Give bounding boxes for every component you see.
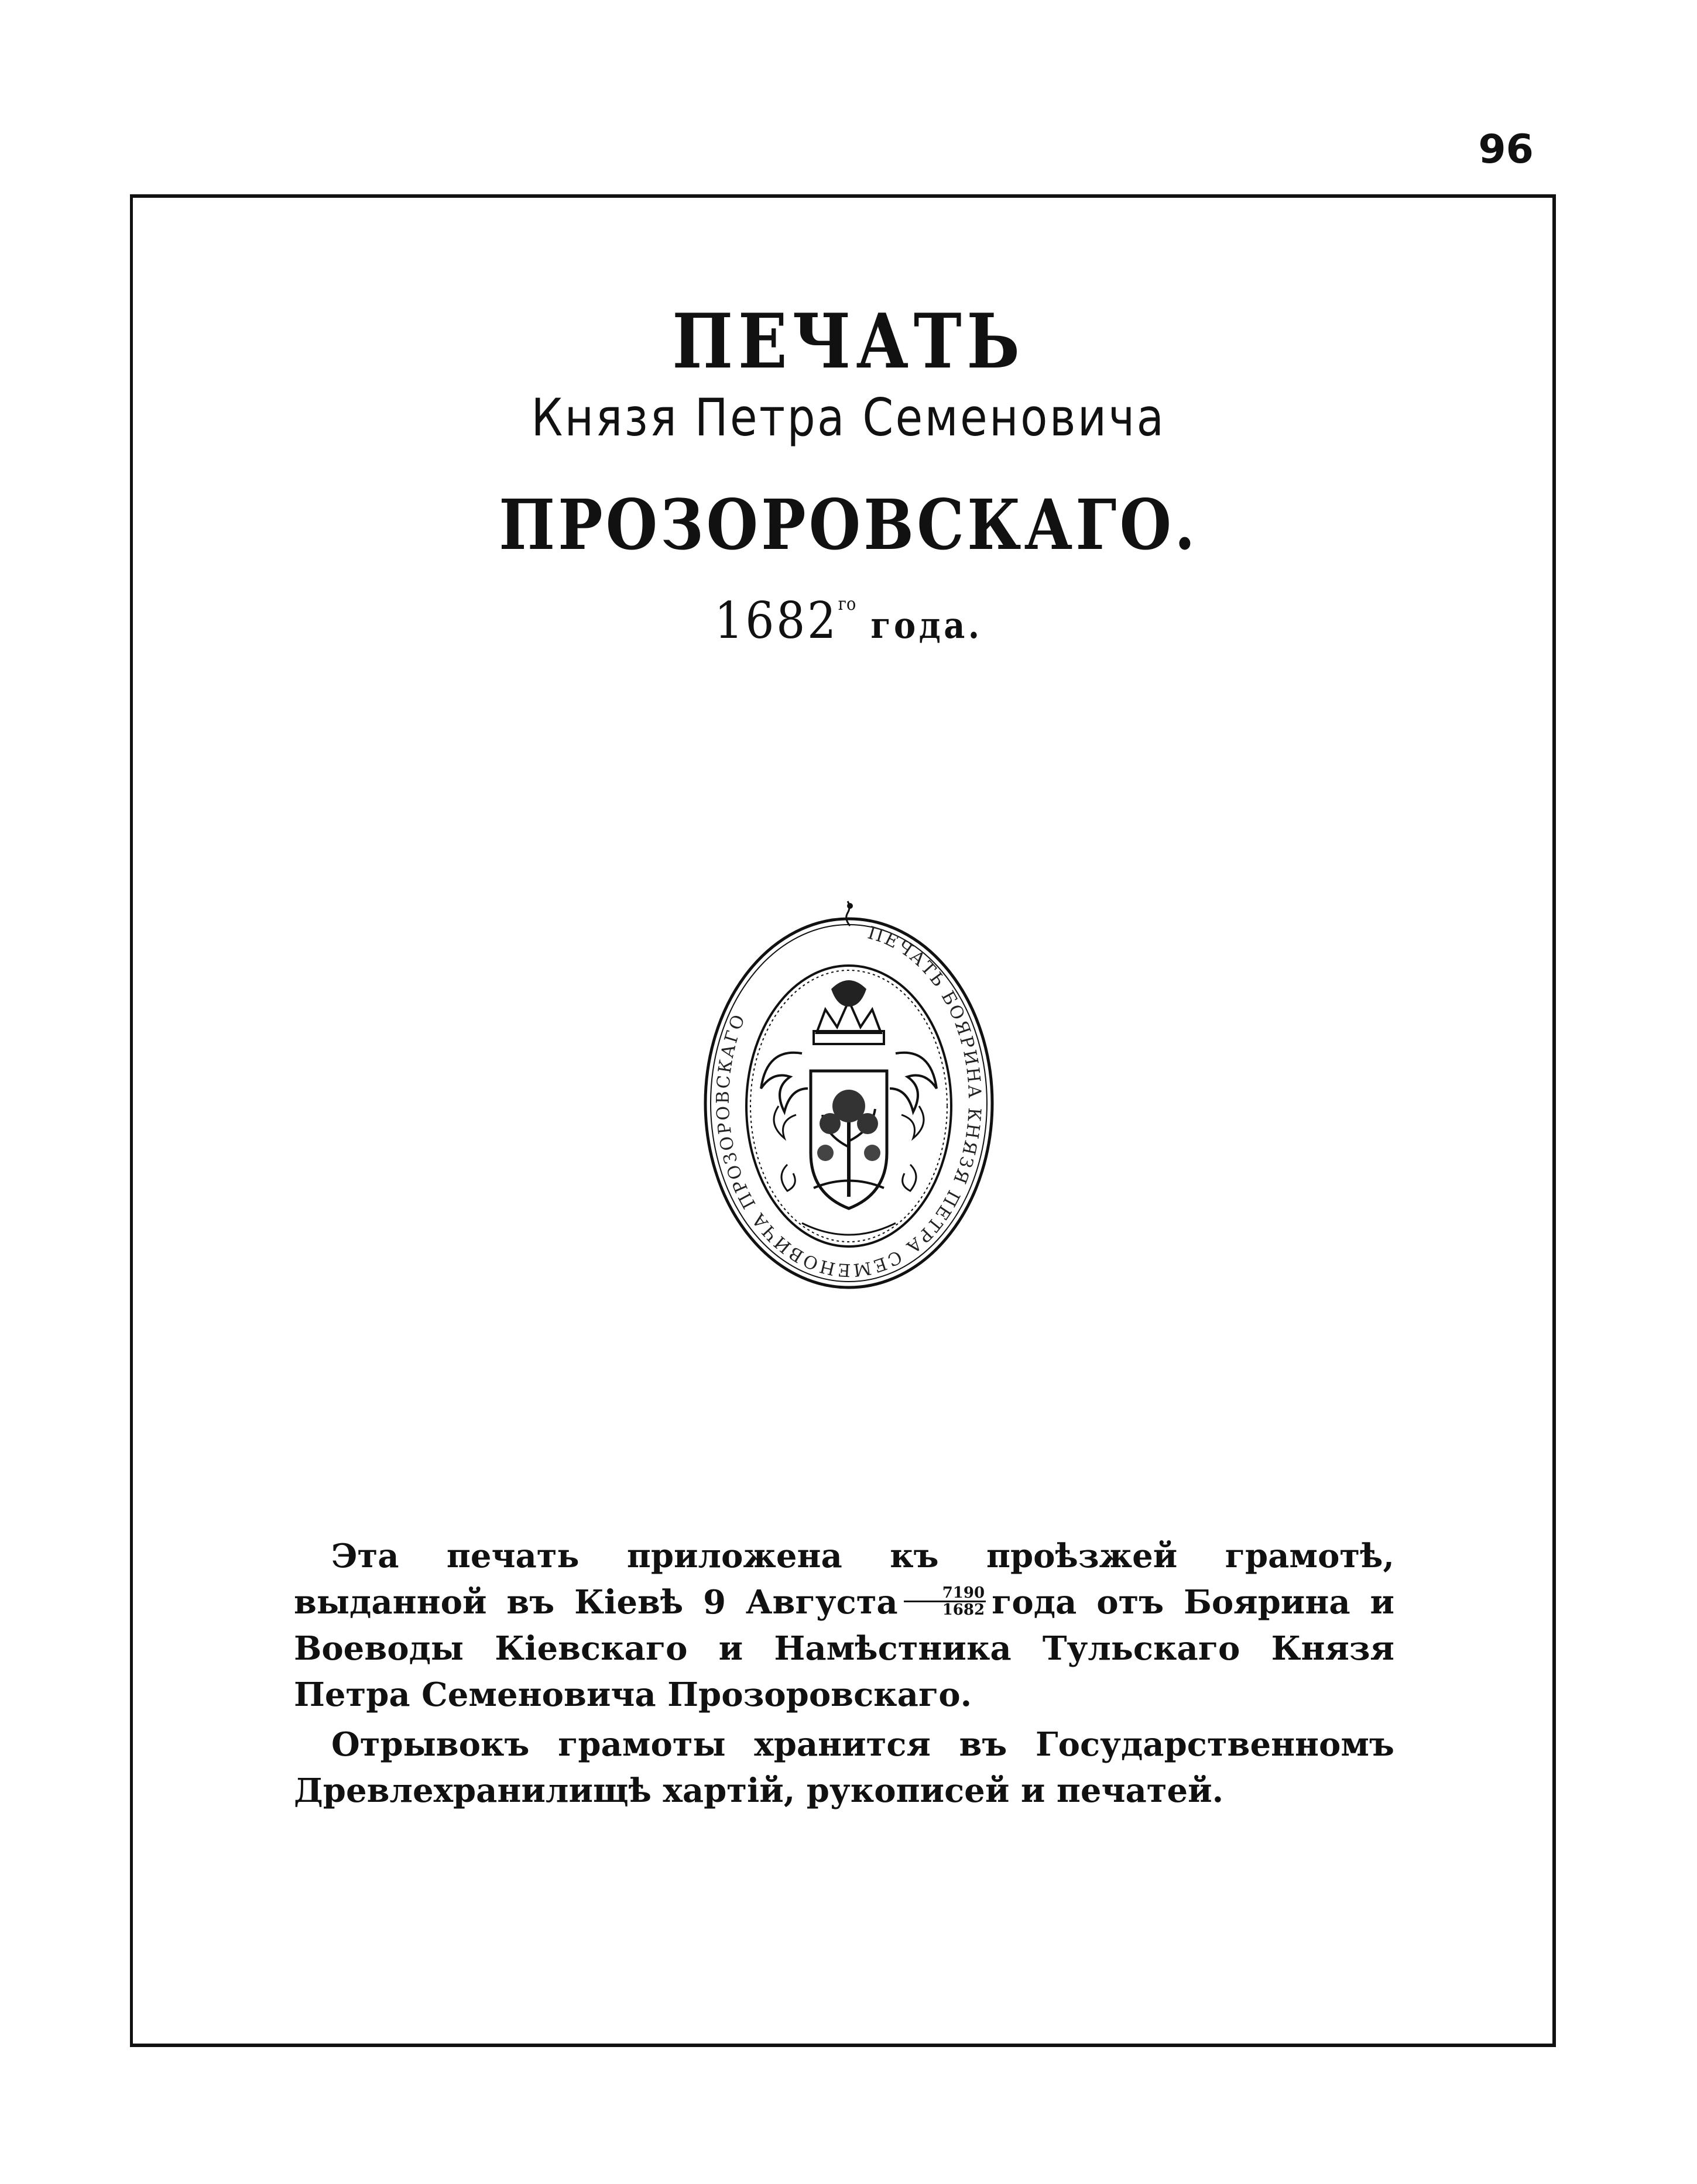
- page-subtitle: Князя Петра Семеновича: [531, 387, 1166, 448]
- description-text: [294, 1533, 1394, 1814]
- svg-text:ПЕЧАТЬ БОЯРИНА КНЯЗЯ ПЕТРА СЕМ: ПЕЧАТЬ БОЯРИНА КНЯЗЯ ПЕТРА СЕМЕНОВИЧА ПРОЗОРОВСКАГО: [712, 922, 985, 1280]
- wax-seal-image: [697, 895, 1001, 1299]
- year-suffix: го: [838, 594, 856, 614]
- page-title: ПЕЧАТЬ: [672, 298, 1025, 386]
- page-number: 96: [1478, 126, 1534, 173]
- date-fraction: [904, 1585, 986, 1618]
- paragraph-archive: Отрывокъ грамоты хранится въ Государственномъ Древлехранилищѣ хартій, рукописей и печатей.: [294, 1725, 1394, 1810]
- paragraph-seal-origin: [294, 1533, 1394, 1718]
- paragraph-1-end: года отъ Боярина и Воеводы Кіевскаго и Намѣстника Тульскаго Князя Петра Семеновича Прозоровскаго.: [294, 1583, 1394, 1714]
- paragraph-1-start: Эта печать приложена къ проѣзжей грамотѣ, выданной въ Кіевѣ 9 Августа: [294, 1537, 1394, 1622]
- fraction-denominator: 1682: [942, 1601, 985, 1619]
- year-word: года.: [870, 604, 983, 647]
- year-line: [85, 592, 1612, 650]
- fraction-numerator: 7190: [904, 1585, 986, 1602]
- prince-name: ПРОЗОРОВСКАГО.: [499, 484, 1198, 565]
- year-value: 1682: [714, 592, 838, 650]
